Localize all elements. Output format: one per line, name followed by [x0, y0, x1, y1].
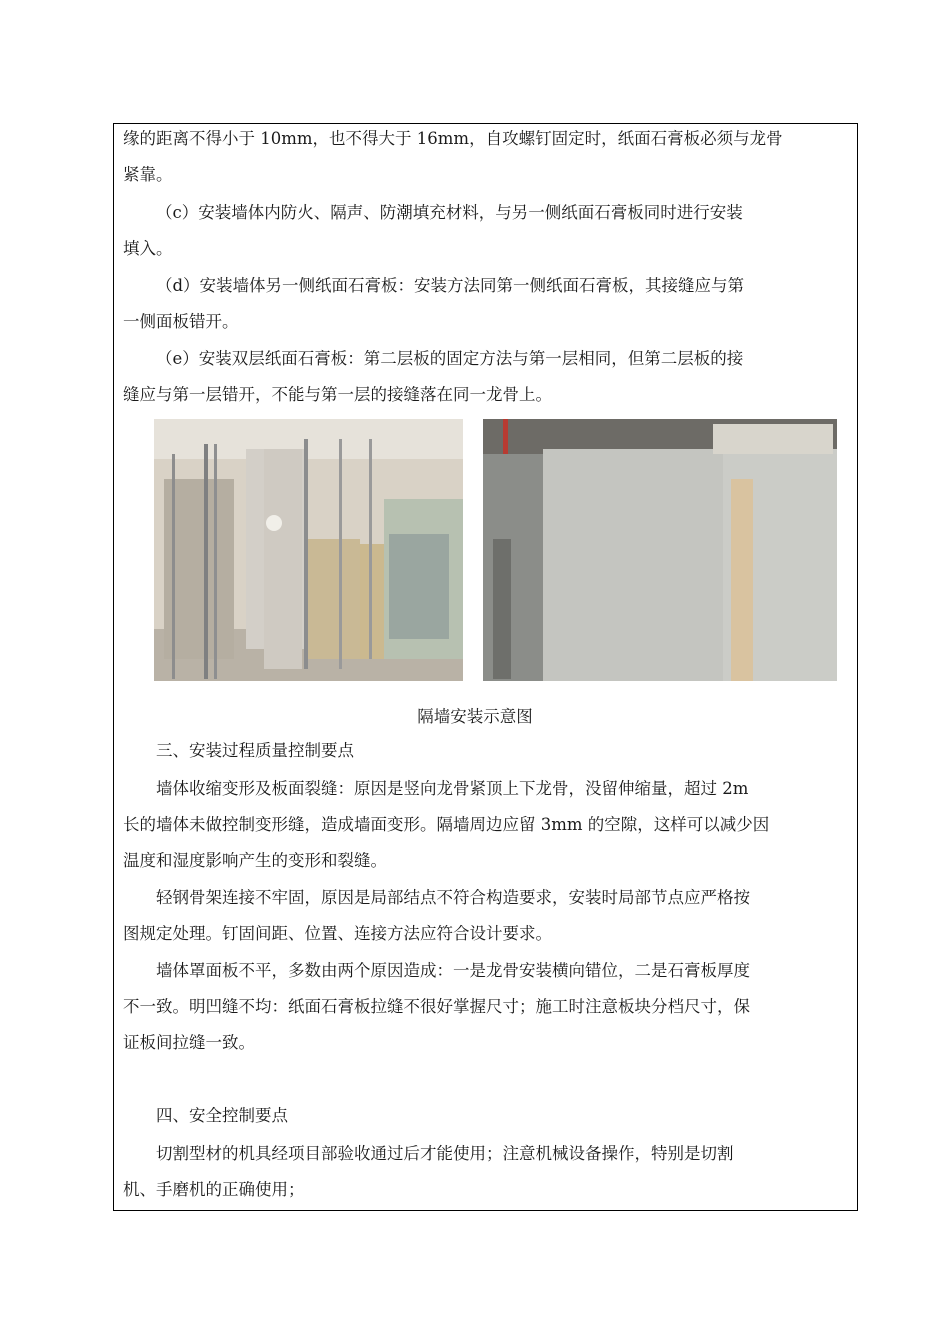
gypsum-board-wall-photo: [483, 419, 837, 681]
body-line: 切割型材的机具经项目部验收通过后才能使用；注意机械设备操作，特别是切割: [156, 1144, 734, 1163]
body-line: 填入。: [123, 239, 173, 258]
body-line: 墙体罩面板不平，多数由两个原因造成：一是龙骨安装横向错位，二是石膏板厚度: [156, 961, 750, 980]
body-line: 一侧面板错开。: [123, 312, 239, 331]
body-line: 证板间拉缝一致。: [123, 1033, 255, 1052]
figure-caption: 隔墙安装示意图: [417, 707, 533, 726]
body-line: 缝应与第一层错开，不能与第一层的接缝落在同一龙骨上。: [123, 385, 552, 404]
body-line: （d）安装墙体另一侧纸面石膏板：安装方法同第一侧纸面石膏板，其接缝应与第: [156, 276, 745, 295]
body-line: 不一致。明凹缝不均：纸面石膏板拉缝不很好掌握尺寸；施工时注意板块分档尺寸，保: [123, 997, 750, 1016]
body-line: 缘的距离不得小于 10mm，也不得大于 16mm，自攻螺钉固定时，纸面石膏板必须与龙骨: [123, 129, 783, 148]
body-line: 机、手磨机的正确使用；: [123, 1180, 305, 1199]
section-heading: 四、安全控制要点: [156, 1106, 288, 1125]
body-line: 长的墙体未做控制变形缝，造成墙面变形。隔墙周边应留 3mm 的空隙，这样可以减少因: [123, 815, 770, 834]
body-line: 温度和湿度影响产生的变形和裂缝。: [123, 851, 387, 870]
section-heading: 三、安装过程质量控制要点: [156, 741, 354, 760]
body-line: 紧靠。: [123, 165, 173, 184]
body-line: 墙体收缩变形及板面裂缝：原因是竖向龙骨紧顶上下龙骨，没留伸缩量，超过 2m: [156, 779, 749, 798]
body-line: 图规定处理。钉固间距、位置、连接方法应符合设计要求。: [123, 924, 552, 943]
body-line: 轻钢骨架连接不牢固，原因是局部结点不符合构造要求，安装时局部节点应严格按: [156, 888, 750, 907]
partition-framing-photo: [154, 419, 463, 681]
body-line: （c）安装墙体内防火、隔声、防潮填充材料，与另一侧纸面石膏板同时进行安装: [156, 203, 743, 222]
body-line: （e）安装双层纸面石膏板：第二层板的固定方法与第一层相同，但第二层板的接: [156, 349, 744, 368]
